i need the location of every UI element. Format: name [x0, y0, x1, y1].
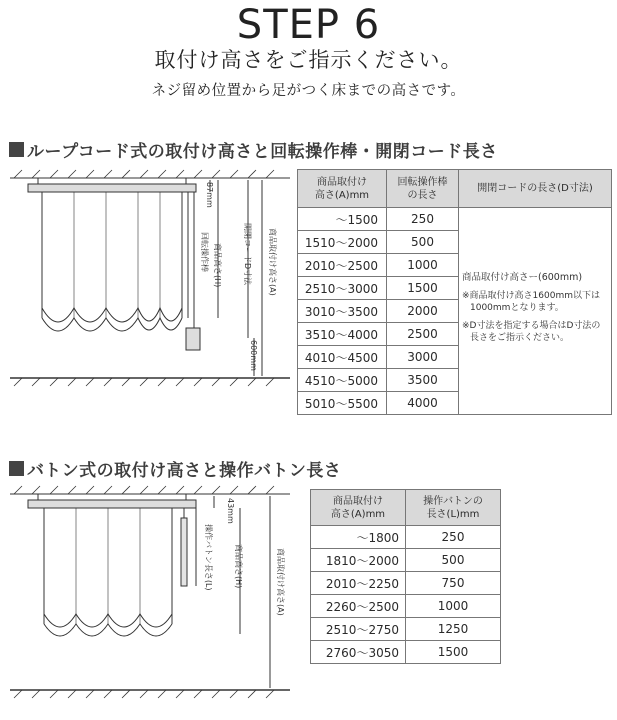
- bottom-clearance-label: 600mm: [249, 340, 258, 371]
- table-row: ～1800 250: [311, 526, 501, 549]
- cord-d-label: 開閉コードD寸法: [243, 223, 252, 286]
- square-bullet-icon: [9, 461, 24, 476]
- step-note: ネジ留め位置から足がつく床までの高さです。: [151, 83, 466, 99]
- section-heading-text: バトン式の取付け高さと操作バトン長さ: [27, 461, 342, 481]
- table-header: 商品取付け 高さ(A)mm: [311, 490, 406, 526]
- table-header: 商品取付け 高さ(A)mm: [298, 170, 387, 208]
- top-clearance-label: 43mm: [226, 498, 235, 524]
- table-row: 2760～3050 1500: [311, 641, 501, 664]
- table-row: 1510～2000 500: [298, 231, 612, 254]
- table-row: 2260～2500 1000: [311, 595, 501, 618]
- table-row: 1810～2000 500: [311, 549, 501, 572]
- table-row: 2510～3000 1500: [298, 277, 612, 300]
- mount-height-label: 商品取付け高さ(A): [268, 228, 277, 296]
- step-title: STEP 6: [236, 2, 381, 48]
- product-height-label: 商品高さ(H): [213, 243, 222, 288]
- table-row: 3510～4000 2500: [298, 323, 612, 346]
- product-height-label: 商品高さ(H): [234, 544, 243, 589]
- table-row: 4510～5000 3500: [298, 369, 612, 392]
- table-row: 5010～5500 4000: [298, 392, 612, 415]
- table-row: ～1500 250 商品取付け高さー(600mm) ※商品取付け高さ1600mm以下は1000mmとなります。 ※D寸法を指定する場合はD寸法の長さをご指示ください。: [298, 208, 612, 231]
- table-header: 回転操作棒 の長さ: [387, 170, 459, 208]
- mount-height-label: 商品取付け高さ(A): [276, 548, 285, 616]
- section-heading-baton: [9, 456, 341, 481]
- table-row: 3010～3500 2000: [298, 300, 612, 323]
- loop-cord-spec-table: [297, 169, 612, 415]
- table-row: 2010～2500 1000: [298, 254, 612, 277]
- cord-length-note: 商品取付け高さー(600mm) ※商品取付け高さ1600mm以下は1000mmとなります。 ※D寸法を指定する場合はD寸法の長さをご指示ください。: [459, 208, 612, 415]
- table-row: 2510～2750 1250: [311, 618, 501, 641]
- section-heading-loop-cord: [9, 137, 498, 162]
- table-header: 操作バトンの 長さ(L)mm: [406, 490, 501, 526]
- baton-spec-table: [310, 489, 501, 664]
- table-header: 開閉コードの長さ(D寸法): [459, 170, 612, 208]
- rod-label: 回転操作棒: [200, 232, 209, 272]
- table-row: 2010～2250 750: [311, 572, 501, 595]
- baton-length-label: 操作バトン長さ(L): [204, 524, 213, 591]
- square-bullet-icon: [9, 142, 24, 157]
- step-subtitle: 取付け高さをご指示ください。: [154, 48, 463, 72]
- baton-diagram: [0, 484, 295, 704]
- section-heading-text: ループコード式の取付け高さと回転操作棒・開閉コード長さ: [27, 142, 498, 162]
- table-row: 4010～4500 3000: [298, 346, 612, 369]
- top-clearance-label: 87mm: [205, 182, 214, 208]
- loop-cord-diagram: [0, 168, 295, 398]
